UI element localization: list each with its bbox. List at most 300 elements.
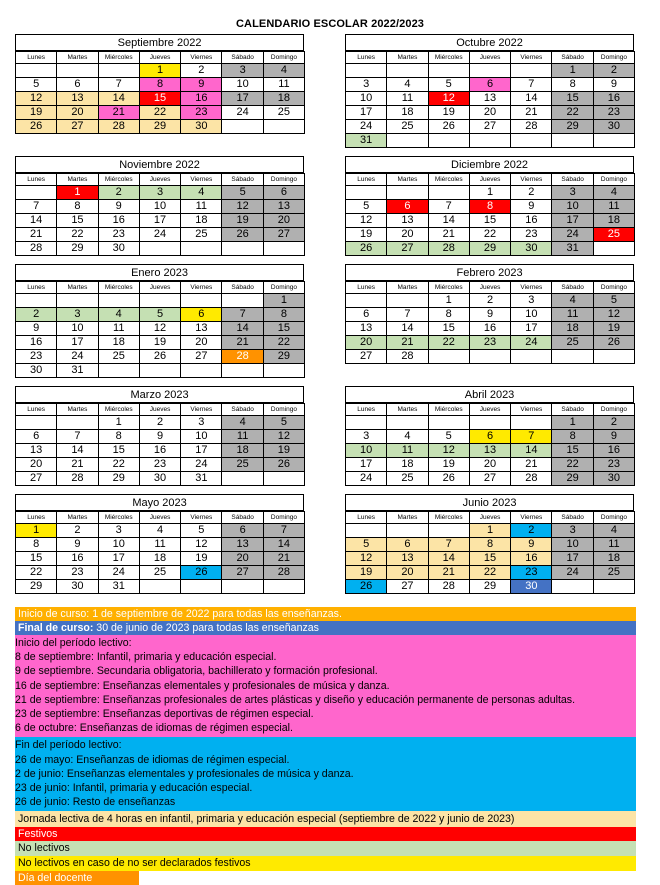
weekday-header: Lunes	[16, 512, 57, 524]
legend-line: 26 de mayo: Enseñanzas de idiomas de régimen especial.	[15, 753, 290, 766]
day-cell: 28	[511, 472, 552, 486]
weekday-header: Lunes	[16, 174, 57, 186]
day-cell: 2	[181, 64, 222, 78]
week-row	[346, 552, 635, 566]
day-cell: 14	[57, 444, 98, 458]
day-cell: 1	[469, 524, 510, 538]
week-row	[346, 472, 635, 486]
day-cell: 26	[16, 120, 57, 134]
day-cell: 23	[181, 106, 222, 120]
day-cell: 22	[469, 228, 510, 242]
empty-day-cell	[263, 472, 304, 486]
day-cell: 9	[593, 430, 634, 444]
day-cell: 2	[139, 416, 180, 430]
day-cell: 15	[552, 444, 593, 458]
day-cell: 13	[346, 322, 387, 336]
day-cell: 29	[469, 242, 510, 256]
weekday-header: Lunes	[346, 174, 387, 186]
legend-inicio-curso: Inicio de curso: 1 de septiembre de 2022 para todas las enseñanzas.	[15, 607, 636, 621]
legend-no-lectivos-condicional: No lectivos en caso de no ser declarados festivos	[15, 856, 636, 871]
day-cell: 27	[387, 242, 428, 256]
day-cell: 6	[263, 186, 304, 200]
day-cell: 27	[57, 120, 98, 134]
empty-day-cell	[263, 120, 304, 134]
month-table	[345, 403, 635, 486]
day-cell: 31	[346, 134, 387, 148]
legend-festivos: Festivos	[15, 827, 636, 841]
month-title: Octubre 2022	[345, 34, 634, 51]
day-cell: 10	[552, 200, 593, 214]
day-cell: 5	[139, 308, 180, 322]
day-cell: 4	[552, 294, 593, 308]
day-cell: 20	[387, 566, 428, 580]
day-cell: 21	[222, 336, 263, 350]
weekday-header: Sábado	[552, 174, 593, 186]
month-calendar	[345, 34, 634, 148]
day-cell: 26	[428, 120, 469, 134]
weekday-header: Viernes	[511, 512, 552, 524]
day-cell: 30	[57, 580, 98, 594]
day-cell: 24	[181, 458, 222, 472]
week-row	[346, 228, 635, 242]
empty-day-cell	[16, 294, 57, 308]
week-row	[16, 228, 305, 242]
day-cell: 14	[222, 322, 263, 336]
day-cell: 14	[428, 214, 469, 228]
weekday-header-row	[346, 174, 635, 186]
day-cell: 25	[263, 106, 304, 120]
empty-day-cell	[181, 242, 222, 256]
weekday-header: Domingo	[263, 512, 304, 524]
empty-day-cell	[428, 64, 469, 78]
day-cell: 21	[387, 336, 428, 350]
day-cell: 29	[552, 472, 593, 486]
day-cell: 7	[428, 200, 469, 214]
empty-day-cell	[387, 134, 428, 148]
day-cell: 15	[469, 214, 510, 228]
day-cell: 18	[263, 92, 304, 106]
month-table	[15, 511, 305, 594]
day-cell: 30	[139, 472, 180, 486]
day-cell: 24	[346, 472, 387, 486]
day-cell: 4	[263, 64, 304, 78]
day-cell: 13	[57, 92, 98, 106]
legend-line: 2 de junio: Enseñanzas elementales y profesionales de música y danza.	[15, 767, 354, 780]
empty-day-cell	[16, 416, 57, 430]
weekday-header: Martes	[387, 52, 428, 64]
legend-inicio-lectivo	[15, 635, 636, 737]
weekday-header-row	[346, 282, 635, 294]
day-cell: 25	[593, 566, 634, 580]
day-cell: 7	[57, 430, 98, 444]
weekday-header: Domingo	[263, 282, 304, 294]
day-cell: 6	[57, 78, 98, 92]
legend-final-curso-label: Final de curso:	[18, 622, 94, 634]
week-row	[346, 416, 635, 430]
week-row	[16, 430, 305, 444]
day-cell: 24	[552, 566, 593, 580]
legend	[15, 607, 636, 885]
weekday-header: Domingo	[593, 174, 634, 186]
day-cell: 1	[428, 294, 469, 308]
day-cell: 16	[57, 552, 98, 566]
weekday-header-row	[346, 404, 635, 416]
day-cell: 27	[181, 350, 222, 364]
week-row	[16, 106, 305, 120]
day-cell: 15	[16, 552, 57, 566]
day-cell: 6	[181, 308, 222, 322]
day-cell: 18	[387, 106, 428, 120]
day-cell: 5	[222, 186, 263, 200]
day-cell: 10	[181, 430, 222, 444]
day-cell: 13	[469, 92, 510, 106]
day-cell: 1	[552, 64, 593, 78]
day-cell: 11	[139, 538, 180, 552]
day-cell: 20	[387, 228, 428, 242]
day-cell: 21	[263, 552, 304, 566]
week-row	[346, 64, 635, 78]
day-cell: 16	[511, 214, 552, 228]
day-cell: 22	[263, 336, 304, 350]
week-row	[16, 538, 305, 552]
empty-day-cell	[222, 580, 263, 594]
day-cell: 12	[139, 322, 180, 336]
week-row	[16, 308, 305, 322]
day-cell: 23	[511, 566, 552, 580]
legend-fin-lectivo	[15, 737, 636, 811]
weekday-header: Lunes	[346, 282, 387, 294]
week-row	[16, 336, 305, 350]
day-cell: 23	[139, 458, 180, 472]
day-cell: 4	[593, 524, 634, 538]
day-cell: 15	[469, 552, 510, 566]
day-cell: 19	[139, 336, 180, 350]
legend-line: 26 de junio: Resto de enseñanzas	[15, 796, 176, 809]
weekday-header: Martes	[387, 174, 428, 186]
weekday-header: Jueves	[469, 512, 510, 524]
day-cell: 10	[511, 308, 552, 322]
day-cell: 22	[98, 458, 139, 472]
week-row	[346, 444, 635, 458]
empty-day-cell	[16, 186, 57, 200]
empty-day-cell	[139, 580, 180, 594]
day-cell: 1	[469, 186, 510, 200]
day-cell: 29	[552, 120, 593, 134]
day-cell: 25	[387, 472, 428, 486]
empty-day-cell	[428, 134, 469, 148]
week-row	[16, 200, 305, 214]
empty-day-cell	[552, 580, 593, 594]
day-cell: 14	[263, 538, 304, 552]
legend-line: 8 de septiembre: Infantil, primaria y educación especial.	[15, 651, 277, 664]
day-cell: 9	[593, 78, 634, 92]
legend-line: 23 de junio: Infantil, primaria y educación especial.	[15, 781, 253, 794]
day-cell: 3	[552, 524, 593, 538]
day-cell: 23	[593, 106, 634, 120]
day-cell: 27	[222, 566, 263, 580]
day-cell: 16	[16, 336, 57, 350]
week-row	[16, 566, 305, 580]
day-cell: 29	[263, 350, 304, 364]
day-cell: 1	[16, 524, 57, 538]
empty-day-cell	[346, 186, 387, 200]
day-cell: 14	[511, 444, 552, 458]
weekday-header: Lunes	[346, 512, 387, 524]
day-cell: 10	[222, 78, 263, 92]
empty-day-cell	[387, 524, 428, 538]
empty-day-cell	[428, 524, 469, 538]
day-cell: 1	[263, 294, 304, 308]
week-row	[346, 242, 635, 256]
day-cell: 19	[222, 214, 263, 228]
day-cell: 21	[428, 228, 469, 242]
weekday-header: Martes	[387, 282, 428, 294]
month-calendar	[15, 386, 304, 486]
empty-day-cell	[511, 134, 552, 148]
day-cell: 21	[511, 106, 552, 120]
day-cell: 2	[511, 186, 552, 200]
weekday-header: Miércoles	[428, 174, 469, 186]
day-cell: 21	[98, 106, 139, 120]
day-cell: 28	[16, 242, 57, 256]
week-row	[16, 92, 305, 106]
month-title: Abril 2023	[345, 386, 634, 403]
week-row	[346, 350, 635, 364]
day-cell: 7	[511, 430, 552, 444]
day-cell: 17	[552, 552, 593, 566]
empty-day-cell	[387, 64, 428, 78]
day-cell: 13	[469, 444, 510, 458]
day-cell: 20	[57, 106, 98, 120]
day-cell: 25	[181, 228, 222, 242]
day-cell: 18	[387, 458, 428, 472]
day-cell: 26	[181, 566, 222, 580]
day-cell: 11	[387, 444, 428, 458]
day-cell: 11	[98, 322, 139, 336]
week-row	[346, 580, 635, 594]
day-cell: 16	[139, 444, 180, 458]
day-cell: 1	[98, 416, 139, 430]
legend-line: 23 de septiembre: Enseñanzas deportivas de régimen especial.	[15, 707, 314, 720]
day-cell: 17	[511, 322, 552, 336]
day-cell: 25	[387, 120, 428, 134]
weekday-header: Miércoles	[98, 404, 139, 416]
day-cell: 5	[346, 200, 387, 214]
empty-day-cell	[428, 186, 469, 200]
day-cell: 28	[511, 120, 552, 134]
day-cell: 6	[469, 78, 510, 92]
legend-line: 9 de septiembre. Secundaria obligatoria, bachillerato y formación profesional.	[15, 665, 378, 678]
month-table	[345, 51, 635, 148]
week-row	[16, 364, 305, 378]
weekday-header: Martes	[387, 512, 428, 524]
empty-day-cell	[16, 64, 57, 78]
day-cell: 11	[263, 78, 304, 92]
day-cell: 10	[139, 200, 180, 214]
day-cell: 21	[16, 228, 57, 242]
day-cell: 12	[263, 430, 304, 444]
day-cell: 17	[346, 458, 387, 472]
day-cell: 3	[181, 416, 222, 430]
day-cell: 10	[346, 444, 387, 458]
day-cell: 2	[511, 524, 552, 538]
empty-day-cell	[469, 350, 510, 364]
week-row	[16, 580, 305, 594]
day-cell: 4	[387, 430, 428, 444]
day-cell: 24	[57, 350, 98, 364]
day-cell: 6	[16, 430, 57, 444]
week-row	[346, 524, 635, 538]
month-calendar	[15, 494, 304, 594]
weekday-header: Lunes	[346, 52, 387, 64]
weekday-header: Viernes	[511, 52, 552, 64]
day-cell: 26	[263, 458, 304, 472]
day-cell: 1	[57, 186, 98, 200]
day-cell: 19	[428, 106, 469, 120]
day-cell: 7	[16, 200, 57, 214]
day-cell: 21	[428, 566, 469, 580]
month-table	[15, 173, 305, 256]
day-cell: 20	[469, 106, 510, 120]
day-cell: 14	[98, 92, 139, 106]
day-cell: 5	[428, 78, 469, 92]
day-cell: 27	[346, 350, 387, 364]
weekday-header: Miércoles	[428, 512, 469, 524]
day-cell: 12	[346, 214, 387, 228]
empty-day-cell	[98, 364, 139, 378]
day-cell: 2	[57, 524, 98, 538]
day-cell: 6	[346, 308, 387, 322]
day-cell: 29	[98, 472, 139, 486]
weekday-header: Viernes	[181, 404, 222, 416]
day-cell: 20	[16, 458, 57, 472]
day-cell: 13	[16, 444, 57, 458]
month-title: Noviembre 2022	[15, 156, 304, 173]
weekday-header: Jueves	[469, 52, 510, 64]
day-cell: 24	[346, 120, 387, 134]
day-cell: 31	[552, 242, 593, 256]
week-row	[16, 214, 305, 228]
weekday-header: Sábado	[222, 174, 263, 186]
empty-day-cell	[387, 186, 428, 200]
week-row	[346, 200, 635, 214]
weekday-header: Miércoles	[98, 512, 139, 524]
day-cell: 24	[552, 228, 593, 242]
day-cell: 26	[346, 242, 387, 256]
month-table	[15, 281, 305, 378]
day-cell: 2	[16, 308, 57, 322]
week-row	[16, 186, 305, 200]
day-cell: 6	[222, 524, 263, 538]
day-cell: 16	[593, 444, 634, 458]
day-cell: 31	[181, 472, 222, 486]
legend-line: 16 de septiembre: Enseñanzas elementales y profesionales de música y danza.	[15, 679, 390, 692]
empty-day-cell	[346, 294, 387, 308]
day-cell: 4	[181, 186, 222, 200]
day-cell: 17	[346, 106, 387, 120]
day-cell: 7	[222, 308, 263, 322]
month-title: Junio 2023	[345, 494, 634, 511]
month-calendar	[345, 494, 634, 594]
day-cell: 11	[181, 200, 222, 214]
day-cell: 30	[511, 242, 552, 256]
weekday-header-row	[16, 512, 305, 524]
day-cell: 10	[552, 538, 593, 552]
day-cell: 14	[428, 552, 469, 566]
day-cell: 9	[181, 78, 222, 92]
week-row	[346, 120, 635, 134]
day-cell: 7	[428, 538, 469, 552]
empty-day-cell	[469, 134, 510, 148]
month-table	[345, 511, 635, 594]
day-cell: 11	[552, 308, 593, 322]
day-cell: 16	[593, 92, 634, 106]
legend-final-curso	[15, 621, 636, 635]
week-row	[346, 308, 635, 322]
day-cell: 27	[387, 580, 428, 594]
empty-day-cell	[222, 472, 263, 486]
day-cell: 8	[469, 538, 510, 552]
day-cell: 6	[387, 538, 428, 552]
week-row	[16, 472, 305, 486]
day-cell: 8	[469, 200, 510, 214]
day-cell: 23	[98, 228, 139, 242]
empty-day-cell	[139, 242, 180, 256]
week-row	[16, 350, 305, 364]
day-cell: 18	[98, 336, 139, 350]
weekday-header: Viernes	[181, 512, 222, 524]
week-row	[346, 78, 635, 92]
day-cell: 19	[263, 444, 304, 458]
day-cell: 9	[469, 308, 510, 322]
empty-day-cell	[511, 350, 552, 364]
weekday-header: Lunes	[16, 404, 57, 416]
day-cell: 6	[387, 200, 428, 214]
day-cell: 5	[16, 78, 57, 92]
weekday-header: Sábado	[222, 512, 263, 524]
weekday-header: Miércoles	[428, 404, 469, 416]
day-cell: 8	[98, 430, 139, 444]
weekday-header: Jueves	[139, 404, 180, 416]
day-cell: 8	[263, 308, 304, 322]
month-calendar	[15, 264, 304, 378]
day-cell: 17	[181, 444, 222, 458]
weekday-header: Miércoles	[98, 52, 139, 64]
empty-day-cell	[593, 350, 634, 364]
weekday-header: Sábado	[552, 52, 593, 64]
day-cell: 14	[387, 322, 428, 336]
week-row	[346, 566, 635, 580]
day-cell: 20	[181, 336, 222, 350]
week-row	[16, 552, 305, 566]
day-cell: 30	[593, 472, 634, 486]
legend-jornada: Jornada lectiva de 4 horas en infantil, primaria y educación especial (septiembre de 2022 y junio de 2023)	[15, 811, 636, 827]
weekday-header: Lunes	[346, 404, 387, 416]
day-cell: 29	[139, 120, 180, 134]
empty-day-cell	[263, 364, 304, 378]
day-cell: 25	[552, 336, 593, 350]
day-cell: 11	[387, 92, 428, 106]
empty-day-cell	[57, 294, 98, 308]
day-cell: 23	[57, 566, 98, 580]
weekday-header: Sábado	[552, 404, 593, 416]
day-cell: 3	[57, 308, 98, 322]
day-cell: 14	[16, 214, 57, 228]
week-row	[346, 134, 635, 148]
day-cell: 11	[593, 200, 634, 214]
day-cell: 13	[387, 552, 428, 566]
day-cell: 16	[98, 214, 139, 228]
